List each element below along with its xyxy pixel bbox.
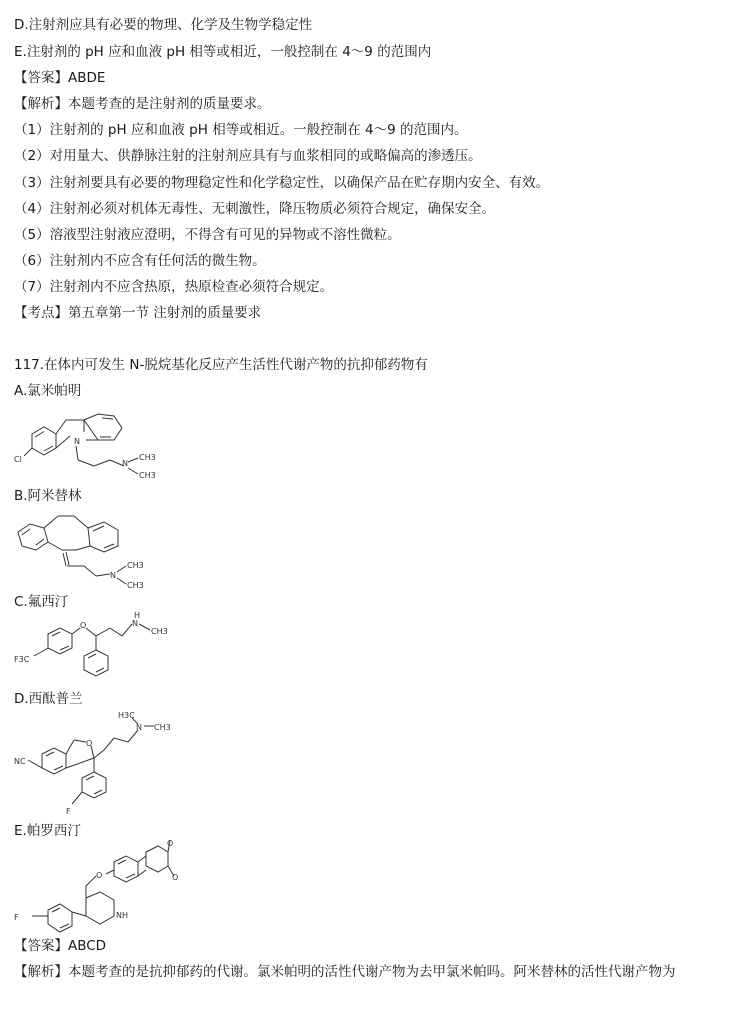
clomipramine-ch3-1: CH3: [139, 453, 156, 462]
piperidine-ring: [86, 892, 114, 924]
amitriptyline-ch3-2: CH3: [127, 581, 144, 590]
analysis-item-1: （1）注射剂的 pH 应和血液 pH 相等或相近。一般控制在 4～9 的范围内。: [14, 122, 468, 138]
option-c-label: C.氟西汀: [14, 594, 69, 610]
clomipramine-n: N: [74, 437, 80, 446]
citalopram-n: N: [136, 723, 142, 732]
amitriptyline-ch3-1: CH3: [127, 561, 144, 570]
citalopram-o: O: [86, 739, 93, 748]
amitriptyline-structure: [14, 508, 174, 592]
analysis-line: 【解析】本题考查的是注射剂的质量要求。: [14, 96, 271, 112]
paroxetine-nh: NH: [116, 911, 128, 920]
amitriptyline-n: N: [110, 571, 116, 580]
key-point-line: 【考点】第五章第一节 注射剂的质量要求: [14, 305, 262, 321]
analysis-item-6: （6）注射剂内不应含有任何活的微生物。: [14, 253, 266, 269]
fluoxetine-o: O: [80, 621, 87, 630]
benzodioxole-ring: [146, 846, 168, 872]
paroxetine-o: O: [96, 871, 103, 880]
option-d-label: D.西酞普兰: [14, 691, 83, 707]
answer-line: 【答案】ABDE: [14, 70, 106, 86]
question-117: 117.在体内可发生 N-脱烷基化反应产生活性代谢产物的抗抑郁药物有: [14, 357, 428, 373]
paroxetine-structure: [14, 840, 184, 940]
citalopram-nc: NC: [14, 757, 26, 766]
analysis-item-2: （2）对用量大、供静脉注射的注射剂应具有与血浆相同的或略偏高的渗透压。: [14, 148, 482, 164]
citalopram-ch3: CH3: [154, 723, 171, 732]
paroxetine-f: F: [14, 913, 19, 922]
clomipramine-ch3-2: CH3: [139, 471, 156, 480]
option-b-label: B.阿米替林: [14, 488, 82, 504]
paroxetine-o1: O: [167, 840, 174, 848]
clomipramine-cl: Cl: [14, 455, 22, 464]
fluoxetine-structure: [14, 612, 184, 696]
analysis-117: 【解析】本题考查的是抗抑郁药的代谢。氯米帕明的活性代谢产物为去甲氯米帕吗。阿米替林的活性代谢产物为: [14, 964, 676, 980]
fluoxetine-nh: H: [134, 612, 141, 620]
clomipramine-n2: N: [122, 459, 128, 468]
citalopram-structure: [14, 708, 184, 820]
fluoxetine-ch3: CH3: [151, 627, 168, 636]
option-d-text: D.注射剂应具有必要的物理、化学及生物学稳定性: [14, 17, 313, 33]
fluoxetine-f3c: F3C: [14, 655, 30, 664]
citalopram-f: F: [66, 807, 71, 816]
analysis-item-4: （4）注射剂必须对机体无毒性、无刺激性，降压物质必须符合规定，确保安全。: [14, 201, 496, 217]
paroxetine-o2: O: [172, 873, 179, 882]
answer-117: 【答案】ABCD: [14, 938, 107, 954]
option-e-label: E.帕罗西汀: [14, 823, 81, 839]
option-a-label: A.氯米帕明: [14, 383, 82, 399]
analysis-item-5: （5）溶液型注射液应澄明，不得含有可见的异物或不溶性微粒。: [14, 227, 401, 243]
analysis-item-7: （7）注射剂内不应含热原，热原检查必须符合规定。: [14, 279, 334, 295]
citalopram-h3c: H3C: [118, 711, 135, 720]
fluoxetine-n: N: [132, 619, 138, 628]
option-e-text: E.注射剂的 pH 应和血液 pH 相等或相近，一般控制在 4～9 的范围内: [14, 44, 432, 60]
analysis-item-3: （3）注射剂要具有必要的物理稳定性和化学稳定性，以确保产品在贮存期内安全、有效。: [14, 175, 550, 191]
clomipramine-structure: [14, 402, 174, 486]
